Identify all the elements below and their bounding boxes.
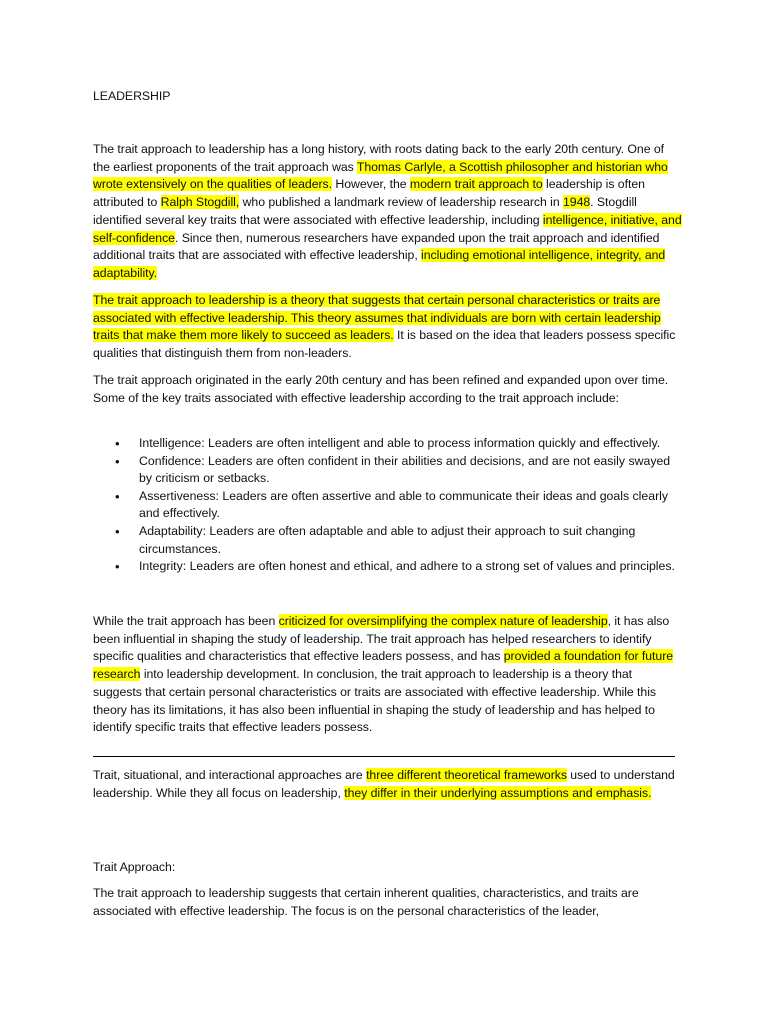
- paragraph-criticism: [93, 613, 683, 737]
- horizontal-divider: [93, 756, 675, 757]
- paragraph-origin: [93, 372, 683, 407]
- text-run: . Since then, numerous researchers have expanded upon the trait approach and identified additional traits that are associated with effective leadership,: [93, 230, 660, 263]
- text-run: It is based on the idea that leaders possess specific qualities that distinguish them from non-leaders.: [93, 328, 676, 361]
- text-run: who published a landmark review of leadership research in: [239, 195, 563, 210]
- text-run: The trait approach originated in the early 20th century and has been refined and expanded upon over time. Some of the key traits associated with effective leadership according to the trait approach include:: [93, 373, 669, 405]
- highlighted-text: modern trait approach to: [409, 177, 543, 192]
- paragraph-theory: [93, 292, 683, 363]
- text-run: leadership is often attributed to: [93, 177, 645, 210]
- paragraph-frameworks: [93, 767, 683, 802]
- traits-list: [93, 435, 683, 576]
- list-item: • Intelligence: Leaders are often intelligent and able to process information quickly and effectively.: [93, 435, 683, 453]
- text-run: , it has also been influential in shaping the study of leadership. The trait approach has helped researchers to identify specific qualities and characteristics that effective leaders possess, and has: [93, 614, 670, 664]
- highlighted-text: three different theoretical frameworks: [366, 768, 567, 782]
- highlighted-text: provided a foundation for future research: [93, 649, 674, 682]
- text-run: While the trait approach has been: [93, 614, 279, 628]
- highlighted-text: The trait approach to leadership is a theory that suggests that certain personal characteristics or traits are associated with effective leadership. This theory assumes that individuals are born with certain leadership traits that make them more likely to succeed as leaders.: [93, 293, 661, 343]
- section-heading-trait-approach: Trait Approach:: [93, 860, 176, 874]
- text-run: Trait, situational, and interactional approaches are: [93, 768, 367, 782]
- highlighted-text: criticized for oversimplifying the complex nature of leadership: [278, 614, 608, 628]
- highlighted-text: Ralph Stogdill,: [160, 195, 240, 210]
- text-run: However, the: [332, 177, 410, 192]
- highlighted-text: intelligence, initiative, and self-confidence: [93, 212, 682, 245]
- list-item: • Adaptability: Leaders are often adaptable and able to adjust their approach to suit changing circumstances.: [93, 523, 683, 558]
- highlighted-text: Thomas Carlyle, a Scottish philosopher and historian who wrote extensively on the qualities of leaders.: [93, 159, 668, 192]
- text-run: used to understand leadership. While they all focus on leadership,: [93, 768, 675, 800]
- text-run: The trait approach to leadership has a long history, with roots dating back to the early 20th century. One of the earliest proponents of the trait approach was: [93, 142, 665, 174]
- list-item: • Assertiveness: Leaders are often assertive and able to communicate their ideas and goals clearly and effectively.: [93, 488, 683, 523]
- text-run: . Stogdill identified several key traits that were associated with effective leadership, including: [93, 195, 637, 227]
- paragraph-history: [93, 141, 683, 283]
- highlighted-text: 1948: [563, 195, 591, 210]
- list-item: • Confidence: Leaders are often confident in their abilities and decisions, and are not easily swayed by criticism or setbacks.: [93, 453, 683, 488]
- document-title: LEADERSHIP: [93, 89, 171, 103]
- text-run: into leadership development. In conclusion, the trait approach to leadership is a theory that suggests that certain personal characteristics or traits are associated with effective leadership. While this theory has its limitations, it has also been influential in shaping the study of leadership and has helped to identify specific traits that effective leaders possess.: [93, 667, 656, 735]
- text-run: The trait approach to leadership suggests that certain inherent qualities, characteristics, and traits are associated with effective leadership. The focus is on the personal characteristics of the leader,: [93, 886, 639, 918]
- list-item: • Integrity: Leaders are often honest and ethical, and adhere to a strong set of values and principles.: [93, 558, 683, 576]
- paragraph-trait-approach: [93, 885, 683, 920]
- highlighted-text: they differ in their underlying assumptions and emphasis.: [344, 785, 652, 800]
- highlighted-text: including emotional intelligence, integrity, and adaptability.: [93, 248, 666, 280]
